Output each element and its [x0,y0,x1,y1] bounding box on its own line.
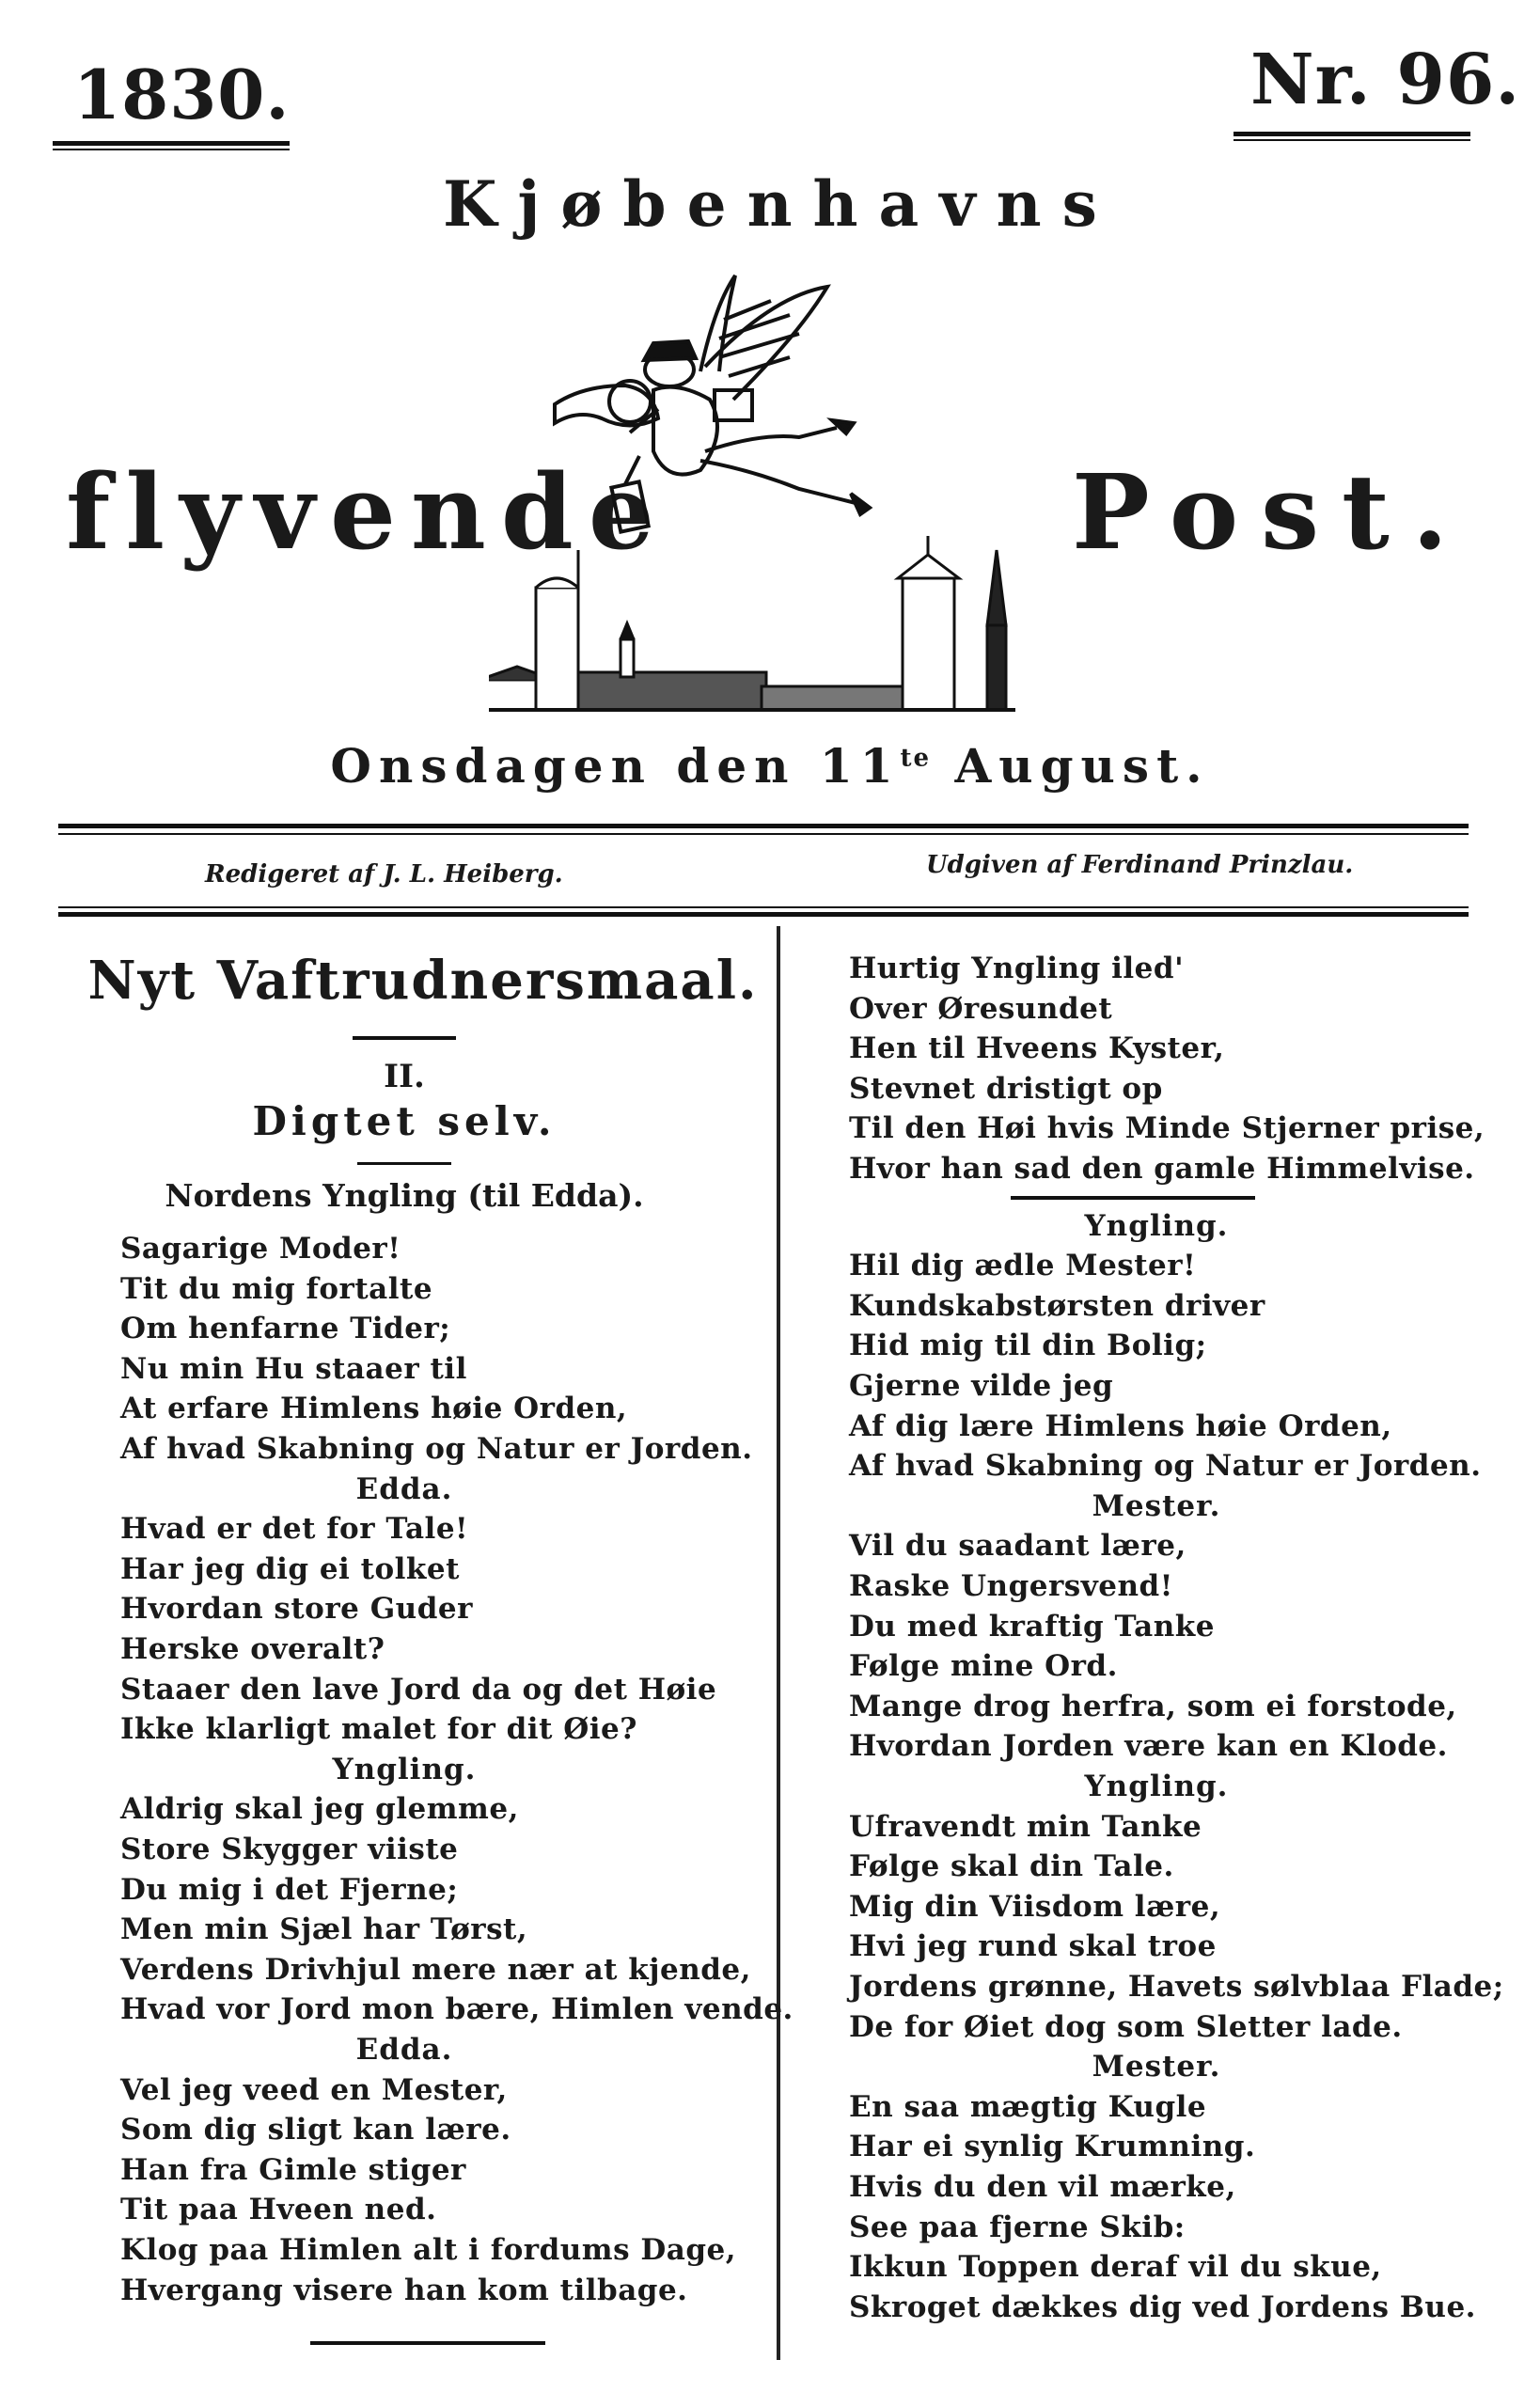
poem-line: Hvordan store Guder [120,1592,473,1627]
dateline-main: Onsdagen den 11 [330,738,901,794]
poem-line: Tit du mig fortalte [120,1271,433,1306]
poem-line: Ufravendt min Tanke [849,1809,1202,1844]
part-number: II. [384,1058,425,1095]
poem-line: Aldrig skal jeg glemme, [120,1792,519,1827]
poem-line: Hvordan Jorden være kan en Klode. [849,1729,1448,1764]
masthead-title-top: Kjøbenhavns [443,167,1118,241]
publisher-credit: Udgiven af Ferdinand Prinzlau. [926,851,1354,879]
poem-line: Raske Ungersvend! [849,1569,1173,1603]
header-rule-bottom [58,912,1469,917]
masthead-title-left: flyvende [66,451,669,573]
poem-line: Har ei synlig Krumning. [849,2130,1256,2164]
poem-line: Hen til Hveens Kyster, [849,1031,1225,1066]
poem-line: Jordens grønne, Havets sølvblaa Flade; [849,1970,1504,2004]
poem-subtitle: Nordens Yngling (til Edda). [165,1177,644,1214]
poem-line: Nu min Hu staaer til [120,1351,467,1386]
header-rule-top-thin [58,833,1469,835]
poem-line: Hvi jeg rund skal troe [849,1929,1217,1964]
poem-line: Hvis du den vil mærke, [849,2170,1236,2204]
poem-line: Vil du saadant lære, [849,1529,1186,1564]
poem-line: Hvor han sad den gamle Himmelvise. [849,1152,1475,1186]
year-underline [53,141,290,150]
poem-line: Du mig i det Fjerne; [120,1872,459,1907]
speaker-label: Mester. [1092,2050,1221,2084]
issue-underline [1234,132,1470,141]
flying-postman-illustration [489,268,1034,719]
part-title-rule [357,1162,451,1165]
poem-line: Som dig sligt kan lære. [120,2113,511,2147]
poem-line: Af hvad Skabning og Natur er Jorden. [120,1432,753,1466]
poem-line: Følge skal din Tale. [849,1849,1174,1884]
poem-line: Hurtig Yngling iled' [849,952,1185,985]
poem-line: Klog paa Himlen alt i fordums Dage, [120,2233,737,2267]
dateline-ordinal: te [900,744,932,773]
poem-line: Gjerne vilde jeg [849,1369,1114,1403]
poem-line: Verdens Drivhjul mere nær at kjende, [120,1952,751,1987]
poem-line: Store Skygger viiste [120,1833,459,1866]
poem-line: Hil dig ædle Mester! [849,1249,1197,1283]
poem-line: Af dig lære Himlens høie Orden, [849,1408,1392,1443]
speaker-label: Edda. [355,2033,453,2067]
poem-line: Har jeg dig ei tolket [120,1551,460,1586]
masthead-title-right: Post. [1072,451,1471,573]
poem-line: Du med kraftig Tanke [849,1609,1215,1644]
poem-line: En saa mægtig Kugle [849,2089,1207,2124]
year: 1830. [73,55,291,134]
speaker-label: Edda. [355,1471,453,1506]
poem-line: Om henfarne Tider; [120,1312,451,1346]
poem-line: Staaer den lave Jord da og det Høie [120,1672,717,1707]
part-title: Digtet selv. [252,1098,557,1144]
header-rule-top [58,824,1469,828]
poem-line: Herske overalt? [120,1632,385,1666]
poem-line: See paa fjerne Skib: [849,2210,1186,2244]
poem-line: Over Øresundet [849,991,1113,1026]
poem-line: Hid mig til din Bolig; [849,1329,1207,1363]
poem-line: Hvad er det for Tale! [120,1512,469,1547]
speaker-label: Yngling. [1084,1770,1229,1803]
poem-line: Tit paa Hveen ned. [120,2193,437,2227]
poem-line: De for Øiet dog som Sletter lade. [849,2009,1403,2044]
poem-line: Hvad vor Jord mon bære, Himlen vende. [120,1992,794,2027]
editor-credit: Redigeret af J. L. Heiberg. [205,860,563,889]
issue-number: Nr. 96. [1250,39,1521,120]
title-ornament-rule [353,1036,456,1040]
poem-line: Mig din Viisdom lære, [849,1889,1221,1924]
speaker-label: Yngling. [332,1752,477,1786]
poem-line: At erfare Himlens høie Orden, [120,1392,628,1426]
poem-line: Følge mine Ord. [849,1649,1118,1684]
speaker-label: Yngling. [1084,1208,1229,1243]
poem-line: Ikkun Toppen deraf vil du skue, [849,2250,1382,2285]
poem-line: Vel jeg veed en Mester, [120,2072,508,2107]
poem-line: Hvergang visere han kom tilbage. [120,2273,688,2307]
poem-title: Nyt Vaftrudnersmaal. [87,950,759,1012]
dateline [0,738,1540,794]
dateline-month: August. [931,738,1210,794]
poem-line: Af hvad Skabning og Natur er Jorden. [849,1449,1482,1484]
poem-line: Til den Høi hvis Minde Stjerner prise, [849,1111,1485,1146]
right_column-section-rule [1011,1196,1255,1200]
poem-line: Men min Sjæl har Tørst, [120,1912,528,1947]
poem-line: Ikke klarligt malet for dit Øie? [120,1712,637,1747]
poem-line: Sagarige Moder! [120,1232,401,1266]
poem-line: Mange drog herfra, som ei forstode, [849,1689,1457,1723]
left-column-end-rule [310,2341,545,2345]
poem-line: Han fra Gimle stiger [120,2152,466,2187]
poem-line: Skroget dækkes dig ved Jordens Bue. [849,2289,1476,2324]
speaker-label: Mester. [1092,1488,1221,1523]
poem-line: Kundskabstørsten driver [849,1288,1265,1323]
poem-line: Stevnet dristigt op [849,1071,1163,1106]
header-rule-bottom-thin [58,906,1469,908]
